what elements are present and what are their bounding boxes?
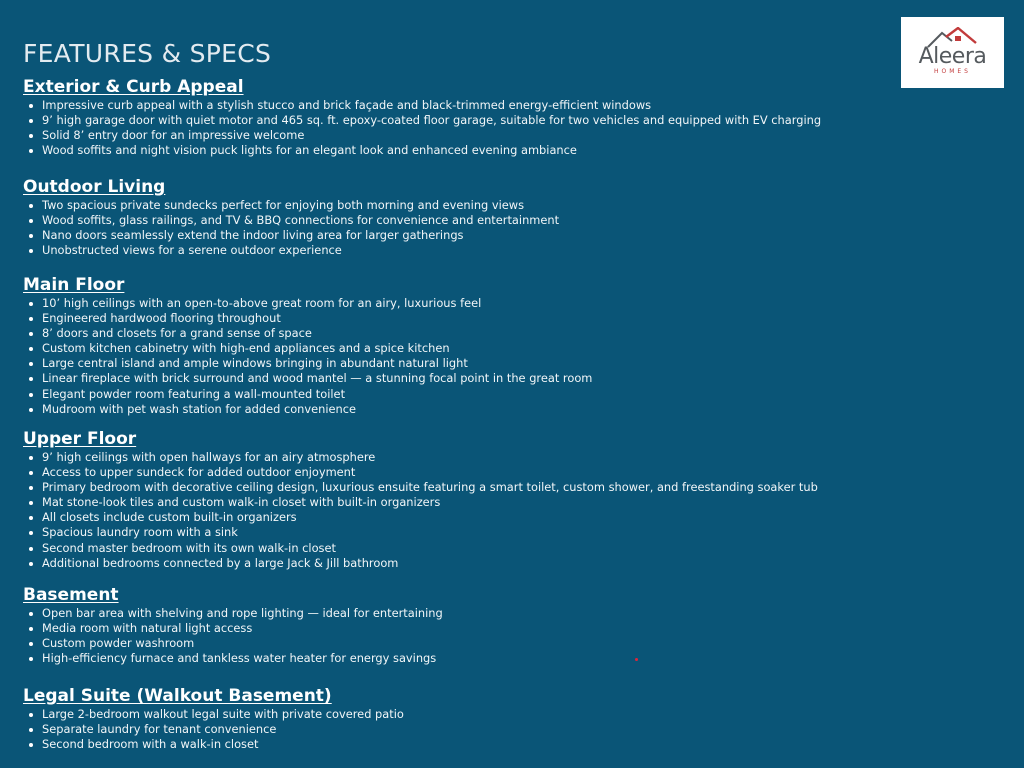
feature-list — [23, 296, 903, 417]
list-item: All closets include custom built-in organizers — [23, 510, 903, 525]
feature-list — [23, 98, 903, 158]
list-item: 8’ doors and closets for a grand sense of space — [23, 326, 903, 341]
list-item: Wood soffits, glass railings, and TV & BBQ connections for convenience and entertainment — [23, 213, 903, 228]
section-legal-suite — [23, 685, 903, 752]
section-heading: Basement — [23, 585, 119, 605]
list-item: Engineered hardwood flooring throughout — [23, 311, 903, 326]
list-item: Large 2-bedroom walkout legal suite with private covered patio — [23, 707, 903, 722]
section-basement — [23, 584, 903, 685]
section-upper-floor — [23, 428, 903, 584]
section-heading: Upper Floor — [23, 429, 137, 449]
list-item: Mudroom with pet wash station for added convenience — [23, 402, 903, 417]
list-item: 9’ high garage door with quiet motor and 465 sq. ft. epoxy-coated floor garage, suitable for two vehicles and equipped with EV charging — [23, 113, 903, 128]
list-item: High-efficiency furnace and tankless water heater for energy savings — [23, 651, 903, 666]
list-item: Unobstructed views for a serene outdoor experience — [23, 243, 903, 258]
list-item: Mat stone-look tiles and custom walk-in closet with built-in organizers — [23, 495, 903, 510]
list-item: Access to upper sundeck for added outdoor enjoyment — [23, 465, 903, 480]
list-item: Two spacious private sundecks perfect for enjoying both morning and evening views — [23, 198, 903, 213]
list-item: Separate laundry for tenant convenience — [23, 722, 903, 737]
list-item: Elegant powder room featuring a wall-mounted toilet — [23, 387, 903, 402]
company-logo — [901, 17, 1004, 88]
list-item: Additional bedrooms connected by a large Jack & Jill bathroom — [23, 556, 903, 571]
logo-subtitle: HOMES — [933, 68, 971, 75]
list-item: Solid 8’ entry door for an impressive welcome — [23, 128, 903, 143]
list-item: 10’ high ceilings with an open-to-above great room for an airy, luxurious feel — [23, 296, 903, 311]
section-exterior — [23, 76, 903, 176]
list-item: Nano doors seamlessly extend the indoor living area for larger gatherings — [23, 228, 903, 243]
list-item: Spacious laundry room with a sink — [23, 525, 903, 540]
list-item: Open bar area with shelving and rope lighting — ideal for entertaining — [23, 606, 903, 621]
feature-list — [23, 707, 903, 752]
list-item: 9’ high ceilings with open hallways for an airy atmosphere — [23, 450, 903, 465]
list-item: Second bedroom with a walk-in closet — [23, 737, 903, 752]
section-outdoor-living — [23, 176, 903, 274]
page-title: FEATURES & SPECS — [23, 38, 272, 68]
section-main-floor — [23, 274, 903, 428]
section-heading: Main Floor — [23, 275, 125, 295]
list-item: Wood soffits and night vision puck lights for an elegant look and enhanced evening ambiance — [23, 143, 903, 158]
feature-list — [23, 606, 903, 666]
list-item: Impressive curb appeal with a stylish stucco and brick façade and black-trimmed energy-efficient windows — [23, 98, 903, 113]
section-heading: Legal Suite (Walkout Basement) — [23, 686, 332, 706]
features-content — [23, 76, 903, 752]
list-item: Media room with natural light access — [23, 621, 903, 636]
list-item: Linear fireplace with brick surround and wood mantel — a stunning focal point in the great room — [23, 371, 903, 386]
list-item: Primary bedroom with decorative ceiling design, luxurious ensuite featuring a smart toilet, custom shower, and freestanding soaker tub — [23, 480, 903, 495]
list-item: Custom kitchen cabinetry with high-end appliances and a spice kitchen — [23, 341, 903, 356]
list-item: Second master bedroom with its own walk-in closet — [23, 541, 903, 556]
stray-mark — [635, 658, 638, 661]
logo-wordmark: Aleera — [918, 44, 987, 69]
feature-list — [23, 450, 903, 571]
section-heading: Exterior & Curb Appeal — [23, 77, 244, 97]
section-heading: Outdoor Living — [23, 177, 166, 197]
list-item: Custom powder washroom — [23, 636, 903, 651]
feature-list — [23, 198, 903, 258]
list-item: Large central island and ample windows bringing in abundant natural light — [23, 356, 903, 371]
